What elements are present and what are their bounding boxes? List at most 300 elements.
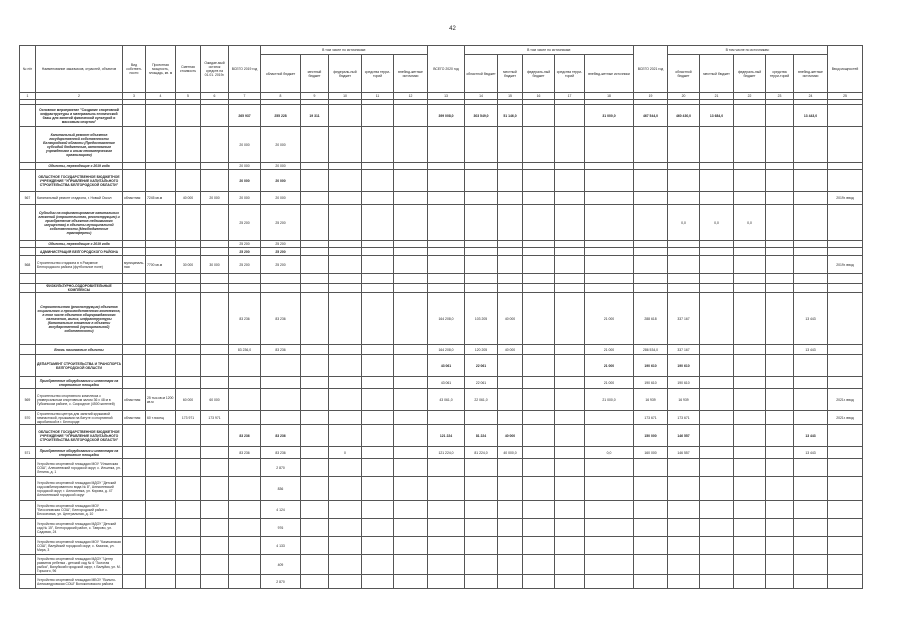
value-cell: [329, 192, 362, 205]
object-name: ДЕПАРТАМЕНТ СТРОИТЕЛЬСТВА И ТРАНСПОРТА БЕЛГОРОДСКОЙ ОБЛАСТИ: [36, 355, 123, 377]
value-cell: [201, 355, 229, 377]
value-cell: [700, 477, 734, 501]
value-cell: 43 061,0: [428, 389, 465, 411]
section-row: [20, 355, 863, 377]
row-number: [20, 355, 36, 377]
value-cell: [700, 284, 734, 293]
value-cell: [123, 248, 146, 256]
value-cell: [329, 519, 362, 537]
value-cell: [301, 192, 329, 205]
value-cell: 121 224,0: [428, 447, 465, 459]
value-cell: [465, 274, 498, 284]
value-cell: [555, 345, 585, 355]
value-cell: [146, 459, 176, 477]
value-cell: [329, 170, 362, 192]
value-cell: 22 061,0: [465, 389, 498, 411]
value-cell: [734, 248, 766, 256]
value-cell: [555, 555, 585, 575]
value-cell: 190 610: [634, 377, 668, 389]
value-cell: [301, 284, 329, 293]
header-extrabudget-2020: внебюд-жетные источники: [585, 55, 634, 93]
value-cell: [668, 256, 700, 274]
header-extrabudget-2021: внебюд-жетные источники: [794, 55, 828, 93]
value-cell: [523, 425, 555, 447]
value-cell: [329, 501, 362, 519]
value-cell: [734, 105, 766, 127]
value-cell: [229, 274, 261, 284]
value-cell: [555, 411, 585, 425]
value-cell: [634, 284, 668, 293]
value-cell: [828, 575, 863, 589]
value-cell: 2 870: [261, 459, 301, 477]
value-cell: [176, 241, 201, 248]
value-cell: [229, 501, 261, 519]
section-row: [20, 377, 863, 389]
value-cell: [766, 477, 794, 501]
object-name: Устройство спортивной площадки МДОУ "Детский сад комбинированного вида № 8", Алексеевский городской округ, г. Алексеевка, ул. Кирова, д. 47 Алексеевский городской округ: [36, 477, 123, 501]
value-cell: [734, 575, 766, 589]
column-number: 12: [394, 93, 428, 100]
value-cell: [301, 248, 329, 256]
column-number: 5: [176, 93, 201, 100]
value-cell: [700, 501, 734, 519]
value-cell: [555, 447, 585, 459]
value-cell: 836: [261, 477, 301, 501]
value-cell: [634, 537, 668, 555]
value-cell: [634, 459, 668, 477]
value-cell: [362, 537, 394, 555]
value-cell: [498, 127, 523, 163]
header-territory-2021: средства терри-торий: [766, 55, 794, 93]
row-number: [20, 425, 36, 447]
value-cell: [362, 447, 394, 459]
value-cell: [700, 537, 734, 555]
value-cell: [734, 284, 766, 293]
value-cell: [734, 459, 766, 477]
value-cell: [301, 256, 329, 274]
value-cell: [828, 284, 863, 293]
value-cell: 83 236: [229, 293, 261, 345]
value-cell: [329, 555, 362, 575]
value-cell: [766, 411, 794, 425]
header-local-2021: местный бюджет: [700, 55, 734, 93]
value-cell: 20 000: [229, 163, 261, 170]
value-cell: [498, 192, 523, 205]
value-cell: 337 167: [668, 345, 700, 355]
value-cell: [585, 411, 634, 425]
value-cell: [123, 537, 146, 555]
value-cell: [498, 519, 523, 537]
value-cell: [229, 477, 261, 501]
row-number: [20, 459, 36, 477]
value-cell: [123, 519, 146, 537]
value-cell: [428, 537, 465, 555]
row-number: [20, 170, 36, 192]
value-cell: [176, 105, 201, 127]
value-cell: [700, 248, 734, 256]
row-number: [20, 345, 36, 355]
value-cell: [123, 241, 146, 248]
value-cell: [176, 248, 201, 256]
value-cell: [465, 256, 498, 274]
value-cell: [329, 248, 362, 256]
value-cell: 20 000: [261, 192, 301, 205]
value-cell: [668, 192, 700, 205]
header-extrabudget-2019: внебюд-жетные источники: [394, 55, 428, 93]
column-number: 13: [428, 93, 465, 100]
value-cell: 2019г. ввод: [828, 256, 863, 274]
value-cell: [734, 170, 766, 192]
value-cell: [176, 377, 201, 389]
value-cell: [465, 411, 498, 425]
value-cell: [146, 105, 176, 127]
value-cell: [794, 127, 828, 163]
value-cell: [362, 248, 394, 256]
value-cell: [176, 127, 201, 163]
value-cell: [700, 411, 734, 425]
value-cell: [585, 192, 634, 205]
value-cell: [176, 537, 201, 555]
value-cell: [146, 537, 176, 555]
value-cell: [201, 477, 229, 501]
value-cell: [700, 163, 734, 170]
value-cell: [301, 163, 329, 170]
value-cell: [261, 411, 301, 425]
value-cell: [146, 345, 176, 355]
value-cell: 31 000,0: [585, 105, 634, 127]
value-cell: 146 557: [668, 447, 700, 459]
value-cell: [329, 377, 362, 389]
value-cell: [229, 519, 261, 537]
value-cell: [428, 248, 465, 256]
value-cell: [176, 501, 201, 519]
value-cell: [555, 248, 585, 256]
value-cell: 43 061: [428, 355, 465, 377]
section-row: [20, 127, 863, 163]
value-cell: 43 061: [428, 377, 465, 389]
value-cell: 25 200: [261, 248, 301, 256]
value-cell: [634, 170, 668, 192]
header-commission: Ввод мощностей: [828, 46, 863, 93]
value-cell: 160 000: [634, 447, 668, 459]
value-cell: 40 000: [498, 345, 523, 355]
value-cell: [428, 192, 465, 205]
value-cell: [828, 127, 863, 163]
value-cell: 40 000: [498, 293, 523, 345]
value-cell: [555, 425, 585, 447]
value-cell: [123, 127, 146, 163]
value-cell: [465, 575, 498, 589]
value-cell: [123, 345, 146, 355]
value-cell: [465, 284, 498, 293]
value-cell: [362, 293, 394, 345]
value-cell: [394, 501, 428, 519]
column-number: 4: [146, 93, 176, 100]
value-cell: [766, 355, 794, 377]
value-cell: [201, 248, 229, 256]
value-cell: [668, 555, 700, 575]
value-cell: [146, 477, 176, 501]
value-cell: [700, 575, 734, 589]
value-cell: [498, 411, 523, 425]
value-cell: [766, 284, 794, 293]
value-cell: [146, 377, 176, 389]
value-cell: [301, 205, 329, 241]
column-number: 14: [465, 93, 498, 100]
value-cell: [766, 256, 794, 274]
value-cell: [201, 537, 229, 555]
value-cell: 21 000: [585, 293, 634, 345]
value-cell: [146, 293, 176, 345]
value-cell: [394, 555, 428, 575]
value-cell: [498, 477, 523, 501]
value-cell: [362, 105, 394, 127]
value-cell: [465, 537, 498, 555]
object-name: Основное мероприятие "Создание спортивной инфраструктуры и материально-технической базы для занятий физической культурой и массовым спортом": [36, 105, 123, 127]
value-cell: 16 939: [668, 389, 700, 411]
value-cell: [828, 477, 863, 501]
value-cell: [428, 241, 465, 248]
value-cell: [668, 241, 700, 248]
value-cell: [794, 170, 828, 192]
value-cell: 21 000,0: [585, 389, 634, 411]
value-cell: [362, 575, 394, 589]
value-cell: [146, 555, 176, 575]
value-cell: [301, 127, 329, 163]
value-cell: 303 549,0: [465, 105, 498, 127]
value-cell: [176, 163, 201, 170]
value-cell: [394, 241, 428, 248]
value-cell: [766, 425, 794, 447]
value-cell: [734, 555, 766, 575]
value-cell: [176, 170, 201, 192]
column-number: 3: [123, 93, 146, 100]
value-cell: [465, 192, 498, 205]
row-number: [20, 241, 36, 248]
value-cell: [301, 170, 329, 192]
value-cell: [498, 256, 523, 274]
value-cell: [700, 555, 734, 575]
row-number: [20, 248, 36, 256]
value-cell: [329, 345, 362, 355]
column-number: 15: [498, 93, 523, 100]
value-cell: [329, 274, 362, 284]
value-cell: 2019г. ввод: [828, 192, 863, 205]
value-cell: [523, 163, 555, 170]
value-cell: [523, 377, 555, 389]
value-cell: 7245 кв.м: [146, 192, 176, 205]
value-cell: [828, 293, 863, 345]
row-number: [20, 519, 36, 537]
value-cell: [301, 425, 329, 447]
value-cell: [794, 355, 828, 377]
value-cell: [634, 205, 668, 241]
column-number-row: [20, 93, 863, 100]
column-number: 7: [229, 93, 261, 100]
column-number: 18: [585, 93, 634, 100]
table-row: [20, 501, 863, 519]
value-cell: 467 544,0: [634, 105, 668, 127]
value-cell: [176, 284, 201, 293]
value-cell: [146, 519, 176, 537]
value-cell: [465, 163, 498, 170]
value-cell: [465, 205, 498, 241]
header-local-2020: местный бюджет: [498, 55, 523, 93]
value-cell: [362, 425, 394, 447]
value-cell: [700, 241, 734, 248]
column-number: 20: [668, 93, 700, 100]
value-cell: [301, 355, 329, 377]
value-cell: [428, 477, 465, 501]
value-cell: областная: [123, 389, 146, 411]
value-cell: [700, 192, 734, 205]
value-cell: [585, 205, 634, 241]
value-cell: [394, 459, 428, 477]
value-cell: [146, 425, 176, 447]
column-number: 9: [301, 93, 329, 100]
value-cell: [828, 447, 863, 459]
value-cell: [146, 575, 176, 589]
value-cell: [828, 425, 863, 447]
value-cell: [301, 447, 329, 459]
value-cell: [828, 355, 863, 377]
column-number: 10: [329, 93, 362, 100]
value-cell: [555, 537, 585, 555]
value-cell: 7700 кв.м: [146, 256, 176, 274]
value-cell: [794, 501, 828, 519]
value-cell: [394, 477, 428, 501]
value-cell: [523, 192, 555, 205]
value-cell: [329, 241, 362, 248]
row-number: [20, 477, 36, 501]
value-cell: 13 443,0: [794, 105, 828, 127]
value-cell: [700, 127, 734, 163]
value-cell: [301, 377, 329, 389]
value-cell: 25 200: [229, 256, 261, 274]
value-cell: [428, 411, 465, 425]
value-cell: [734, 355, 766, 377]
value-cell: 20 000: [229, 127, 261, 163]
section-row: [20, 205, 863, 241]
value-cell: [734, 256, 766, 274]
value-cell: 2021г. ввод: [828, 389, 863, 411]
value-cell: [794, 537, 828, 555]
value-cell: 25 200: [261, 241, 301, 248]
value-cell: 0,0: [668, 205, 700, 241]
value-cell: [301, 519, 329, 537]
value-cell: [176, 555, 201, 575]
value-cell: [498, 241, 523, 248]
value-cell: [700, 377, 734, 389]
value-cell: [201, 345, 229, 355]
value-cell: [668, 537, 700, 555]
value-cell: [498, 459, 523, 477]
value-cell: [498, 501, 523, 519]
value-cell: [668, 501, 700, 519]
value-cell: [362, 274, 394, 284]
table-row: [20, 192, 863, 205]
value-cell: [734, 163, 766, 170]
value-cell: [555, 205, 585, 241]
value-cell: 83 236: [261, 345, 301, 355]
value-cell: [146, 170, 176, 192]
row-number: [20, 105, 36, 127]
value-cell: [428, 501, 465, 519]
value-cell: [523, 256, 555, 274]
value-cell: 13 684,0: [700, 105, 734, 127]
value-cell: [585, 241, 634, 248]
header-regional-2021: областной бюджет: [668, 55, 700, 93]
value-cell: 0,0: [700, 205, 734, 241]
value-cell: [394, 519, 428, 537]
value-cell: 13 443: [794, 425, 828, 447]
object-name: Капитальный ремонт стадиона, г. Новый Оскол: [36, 192, 123, 205]
value-cell: [668, 519, 700, 537]
column-number: 1: [20, 93, 36, 100]
value-cell: [123, 555, 146, 575]
value-cell: [700, 459, 734, 477]
row-number: [20, 537, 36, 555]
value-cell: [734, 377, 766, 389]
value-cell: [201, 284, 229, 293]
value-cell: 20 000: [261, 127, 301, 163]
value-cell: [794, 519, 828, 537]
value-cell: [555, 377, 585, 389]
value-cell: [634, 241, 668, 248]
value-cell: [668, 248, 700, 256]
value-cell: [362, 377, 394, 389]
value-cell: [394, 575, 428, 589]
value-cell: [201, 170, 229, 192]
value-cell: [498, 170, 523, 192]
value-cell: 40 000: [498, 425, 523, 447]
header-federal-2019: федераль-ный бюджет: [329, 55, 362, 93]
value-cell: [700, 256, 734, 274]
value-cell: [428, 459, 465, 477]
value-cell: [362, 355, 394, 377]
value-cell: [329, 575, 362, 589]
header-total-2020: ВСЕГО 2020 год: [428, 46, 465, 93]
row-number: [20, 274, 36, 284]
value-cell: [555, 241, 585, 248]
value-cell: [734, 425, 766, 447]
value-cell: [123, 459, 146, 477]
value-cell: [329, 389, 362, 411]
column-number: 24: [794, 93, 828, 100]
object-name: Устройство спортивной площадки МДОУ "Центр развития ребенка - детский сад № 6 "Золотая рыбка", Валуйский городской округ, г. Валуйки, ул. М. Горького, 96: [37, 556, 121, 573]
value-cell: [555, 105, 585, 127]
value-cell: [634, 192, 668, 205]
value-cell: [634, 127, 668, 163]
value-cell: 83 236: [261, 293, 301, 345]
value-cell: [523, 477, 555, 501]
value-cell: [146, 127, 176, 163]
value-cell: [585, 575, 634, 589]
value-cell: 83 236: [229, 425, 261, 447]
value-cell: [201, 459, 229, 477]
value-cell: [498, 555, 523, 575]
value-cell: 25 200: [229, 205, 261, 241]
value-cell: [766, 501, 794, 519]
value-cell: [176, 274, 201, 284]
value-cell: [700, 389, 734, 411]
value-cell: [734, 127, 766, 163]
value-cell: областная: [123, 411, 146, 425]
value-cell: [585, 425, 634, 447]
value-cell: [301, 575, 329, 589]
value-cell: 30 000: [201, 256, 229, 274]
value-cell: [123, 274, 146, 284]
